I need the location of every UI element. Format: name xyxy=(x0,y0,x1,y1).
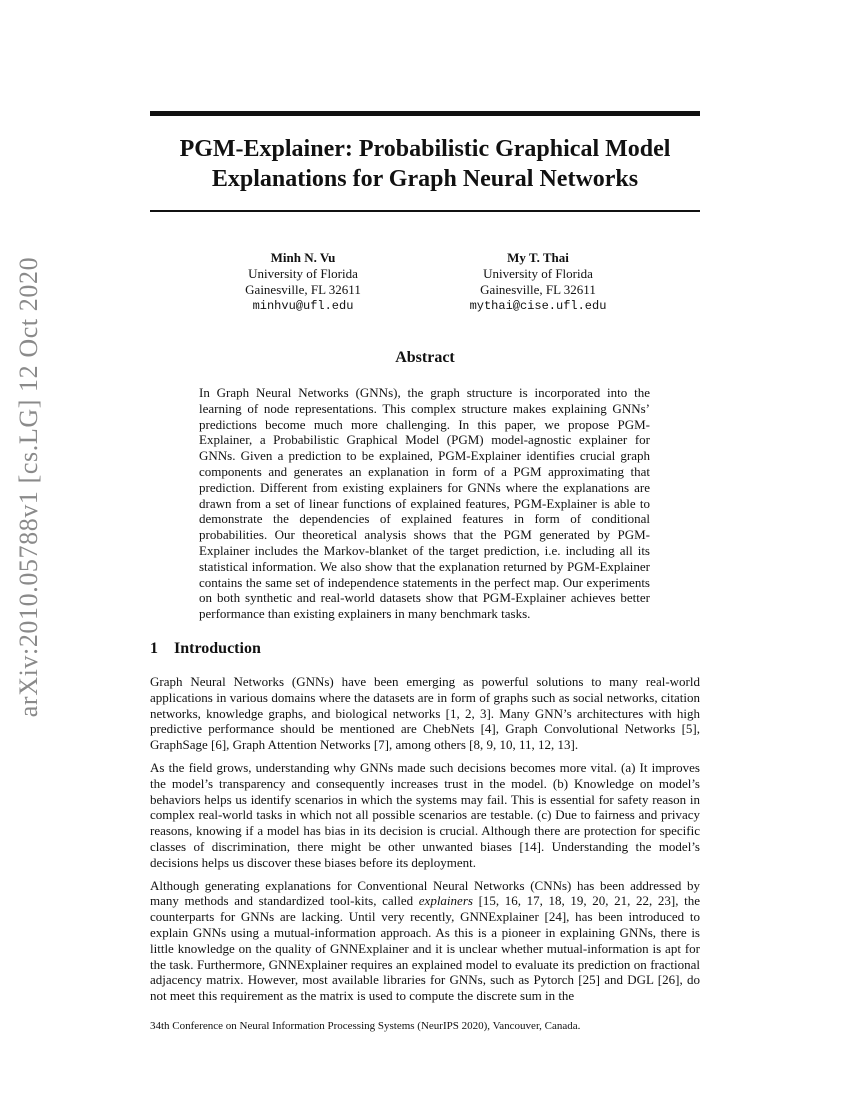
author-email: minhvu@ufl.edu xyxy=(252,299,354,313)
author-location: Gainesville, FL 32611 xyxy=(480,282,596,297)
arxiv-sidebar xyxy=(6,256,52,718)
intro-paragraph-3 xyxy=(150,878,700,1004)
conference-footnote: 34th Conference on Neural Information Processing Systems (NeurIPS 2020), Vancouver, Canada. xyxy=(150,1020,581,1032)
author-block-2 xyxy=(438,250,638,314)
author-location: Gainesville, FL 32611 xyxy=(245,282,361,297)
author-email: mythai@cise.ufl.edu xyxy=(469,299,607,313)
intro-p3-emphasis: explainers xyxy=(418,893,473,909)
author-affiliation: University of Florida xyxy=(483,266,593,281)
title-line-1: PGM-Explainer: Probabilistic Graphical Model xyxy=(179,136,671,162)
title-line-2: Explanations for Graph Neural Networks xyxy=(211,166,639,192)
paper-title xyxy=(150,134,700,194)
title-rule-bottom xyxy=(150,210,700,212)
introduction-body xyxy=(150,674,700,1011)
intro-paragraph-2: As the field grows, understanding why GNNs made such decisions becomes more vital. (a) It improves the model’s transparency and consequently increases trust in the model. (b) Knowledge on model’s behaviors helps us identify scenarios in which the systems may fail. This is essential for safety reason in complex real-world tasks in which not all possible scenarios are testable. (c) Due to fairness and privacy reasons, knowing if a model has bias in its decision is crucial. Although there are protection for specific classes of discrimination, there might be other unwanted biases [14]. Understanding the model’s decisions helps us discover these biases before its deployment. xyxy=(150,759,700,870)
author-name: Minh N. Vu xyxy=(270,250,336,265)
arxiv-identifier: arXiv:2010.05788v1 [cs.LG] 12 Oct 2020 xyxy=(14,256,43,718)
abstract-text: In Graph Neural Networks (GNNs), the graph structure is incorporated into the learning of node representations. This complex structure makes explaining GNNs’ predictions become much more challenging. In this paper, we propose PGM-Explainer, a Probabilistic Graphical Model (PGM) model-agnostic explainer for GNNs. Given a prediction to be explained, PGM-Explainer identifies crucial graph components and generates an explanation in form of a PGM approximating that prediction. Different from existing explainers for GNNs where the explanations are drawn from a set of linear functions of explained features, PGM-Explainer is able to demonstrate the dependencies of explained features in form of conditional probabilities. Our theoretical analysis shows that the PGM generated by PGM-Explainer includes the Markov-blanket of the target prediction, i.e. including all its statistical information. We also show that the explanation returned by PGM-Explainer contains the same set of independence statements in the perfect map. Our experiments on both synthetic and real-world datasets show that PGM-Explainer achieves better performance than existing explainers in many benchmark tasks. xyxy=(199,385,650,622)
section-heading-introduction xyxy=(150,640,700,658)
intro-p3-text-a: Although generating explanations for Conventional Neural Networks (CNNs) has been addressed by many methods and standardized tool-kits, called xyxy=(150,877,700,909)
intro-p3-text-b: [15, 16, 17, 18, 19, 20, 21, 22, 23], the counterparts for GNNs are lacking. Until very recently, GNNExplainer [24], has been introduced to explain GNNs using a mutual-information approach. As this is a pioneer in explaining GNNs, there is little knowledge on the quality of GNNExplainer and it is unclear whether mutual-information is apt for the task. Furthermore, GNNExplainer requires an explained model to evaluate its prediction on fractional adjacency matrix. However, most available libraries for GNNs, such as Pytorch [25] and DGL [26], do not meet this requirement as the matrix is used to compute the discrete sum in the xyxy=(150,893,700,1004)
author-affiliation: University of Florida xyxy=(248,266,358,281)
intro-paragraph-1: Graph Neural Networks (GNNs) have been emerging as powerful solutions to many real-world applications in various domains where the datasets are in form of graphs such as social networks, citation networks, knowledge graphs, and biological networks [1, 2, 3]. Many GNN’s architectures with high predictive performance should be mentioned are ChebNets [4], Graph Convolutional Networks [5], GraphSage [6], Graph Attention Networks [7], among others [8, 9, 10, 11, 12, 13]. xyxy=(150,674,700,753)
title-rule-top xyxy=(150,111,700,116)
abstract-heading: Abstract xyxy=(395,349,455,366)
author-name: My T. Thai xyxy=(507,250,569,265)
section-title: Introduction xyxy=(174,640,261,657)
section-number: 1 xyxy=(150,640,158,657)
author-block-1 xyxy=(203,250,403,314)
